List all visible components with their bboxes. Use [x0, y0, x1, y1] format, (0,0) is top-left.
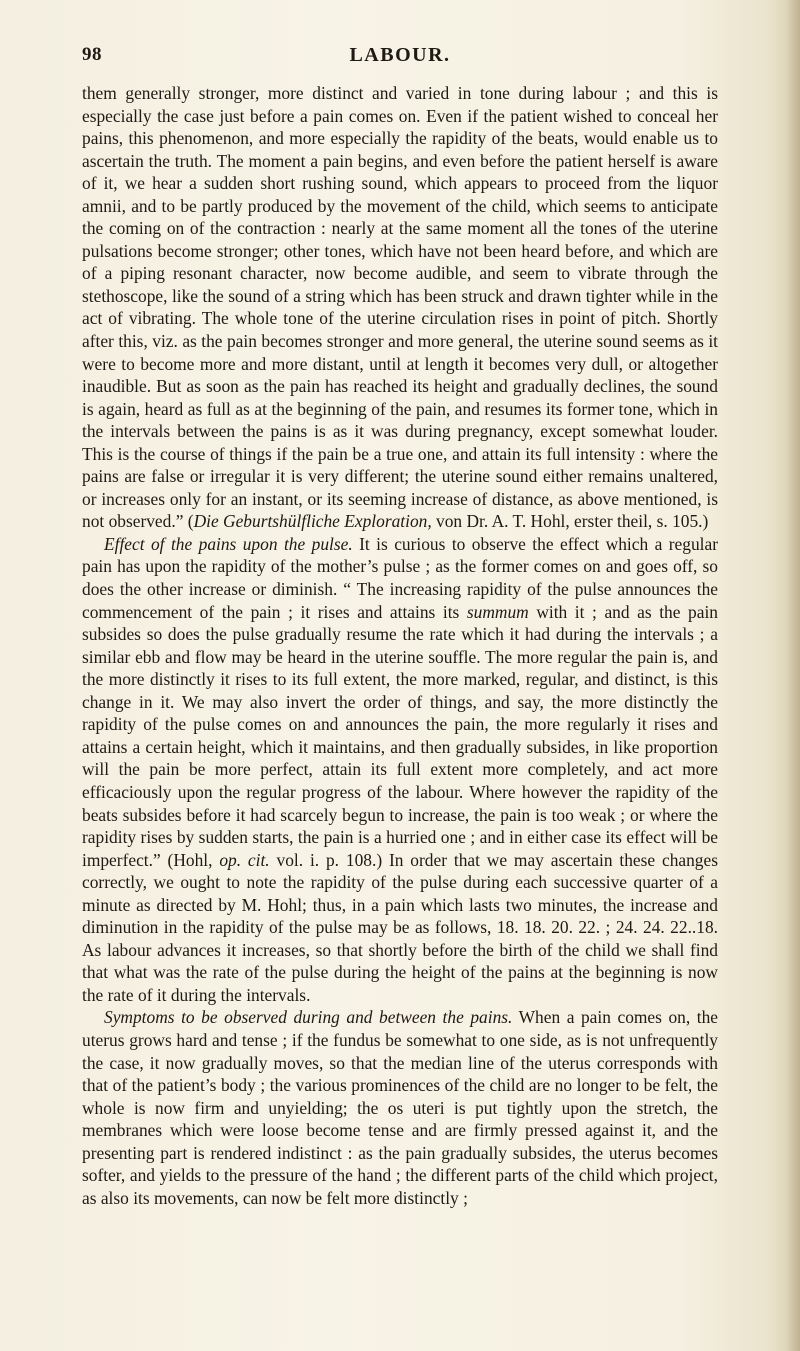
page-header [82, 44, 718, 74]
paragraph-text: When a pain comes on, the uterus grows hard and tense ; if the fundus be somewhat to one side, as is not unfrequently the case, it now gradually moves, so that the median line of the uterus corresponds with that of the patient’s body ; the various prominences of the child are no longer to be felt, the whole is now firm and unyielding; the os uteri is put tightly upon the stretch, the membranes which were loose become tense and are firmly pressed against it, and the presenting part is rendered indistinct : as the pain gradually subsides, the uterus becomes softer, and yields to the pressure of the hand ; the different parts of the child which project, as also its movements, can now be felt more distinctly ; [82, 1007, 718, 1208]
section-heading-symptoms: Symptoms to be observed during and between the pains. [104, 1007, 513, 1028]
section-heading-effect-of-pains: Effect of the pains upon the pulse. [104, 533, 353, 554]
paragraph-text: them generally stronger, more distinct and varied in tone during labour ; and this is especially the case just before a pain comes on. Even if the patient wished to conceal her pains, this phenomenon, and more especially the rapidity of the beats, would enable us to ascertain the truth. The moment a pain begins, and even before the patient herself is aware of it, we hear a sudden short rushing sound, which appears to proceed from the liquor amnii, and to be partly produced by the movement of the child, which seems to anticipate the coming on of the contraction : nearly at the same moment all the tones of the uterine pulsations become stronger; other tones, which have not been heard before, and which are of a piping resonant character, now become audible, and seem to vibrate through the stethoscope, like the sound of a string which has been struck and drawn tighter while in the act of vibrating. The whole tone of the uterine circulation rises in point of pitch. Shortly after this, viz. as the pain becomes stronger and more general, the uterine sound seems as it were to become more and more distant, until at length it becomes very dull, or altogether inaudible. But as soon as the pain has reached its height and gradually declines, the sound is again, heard as full as at the beginning of the pain, and resumes its former tone, which in the intervals between the pains is as it was during pregnancy, except somewhat louder. This is the course of things if the pain be a true one, and attain its full intensity : where the pains are false or irregular it is very different; the uterine sound either remains unaltered, or increases only for an instant, or its seeming increase of distance, as above mentioned, is not observed.” ( [82, 83, 718, 532]
paragraph-text: It is curious to observe the effect which a regular pain has upon the rapidity of the mother’s pulse ; as the former comes on and goes off, so does the other increase or diminish. “ The increasing rapidity of the pulse announces the commencement of the pain ; it rises and attains its [82, 533, 718, 622]
italic-citation: Die Geburtshülfliche Exploration, [193, 511, 432, 532]
paragraph-3 [82, 1006, 718, 1209]
running-head: LABOUR. [349, 44, 451, 66]
paragraph-2 [82, 533, 718, 1006]
italic-term: summum [466, 601, 529, 622]
paragraph-1 [82, 82, 718, 533]
paragraph-text: von Dr. A. T. Hohl, erster theil, s. 105.) [431, 511, 709, 532]
paragraph-text: vol. i. p. 108.) In order that we may ascertain these changes correctly, we ought to note the rapidity of the pulse during each successive quarter of a minute as directed by M. Hohl; thus, in a pain which lasts two minutes, the increase and diminution in the rapidity of the pulse may be as follows, 18. 18. 20. 22. ; 24. 24. 22..18. As labour advances it increases, so that shortly before the birth of the child we shall find that what was the rate of the pulse during the height of the pains at the beginning is now the rate of it during the intervals. [82, 849, 718, 1005]
body-text [82, 82, 718, 1209]
page-edge-shadow [786, 0, 800, 1351]
page-number: 98 [82, 44, 102, 65]
paragraph-text: with it ; and as the pain subsides so does the pulse gradually resume the rate which it had during the intervals ; a similar ebb and flow may be heard in the uterine souffle. The more regular the pain is, and the more distinctly it rises to its full extent, the more marked, regular, and distinct, is this change in it. We may also invert the order of things, and say, the more distinctly the rapidity of the pulse comes on and announces the pain, the more regularly it rises and attains a certain height, which it maintains, and then gradually subsides, in like proportion will the pain be more perfect, attain its full extent more completely, and act more efficaciously upon the regular progress of the labour. Where however the rapidity of the beats subsides before it had scarcely begun to increase, the pain is too weak ; or where the rapidity rises by sudden starts, the pain is a hurried one ; and in either case its effect will be imperfect.” (Hohl, [82, 601, 718, 870]
italic-citation: op. cit. [219, 849, 270, 870]
